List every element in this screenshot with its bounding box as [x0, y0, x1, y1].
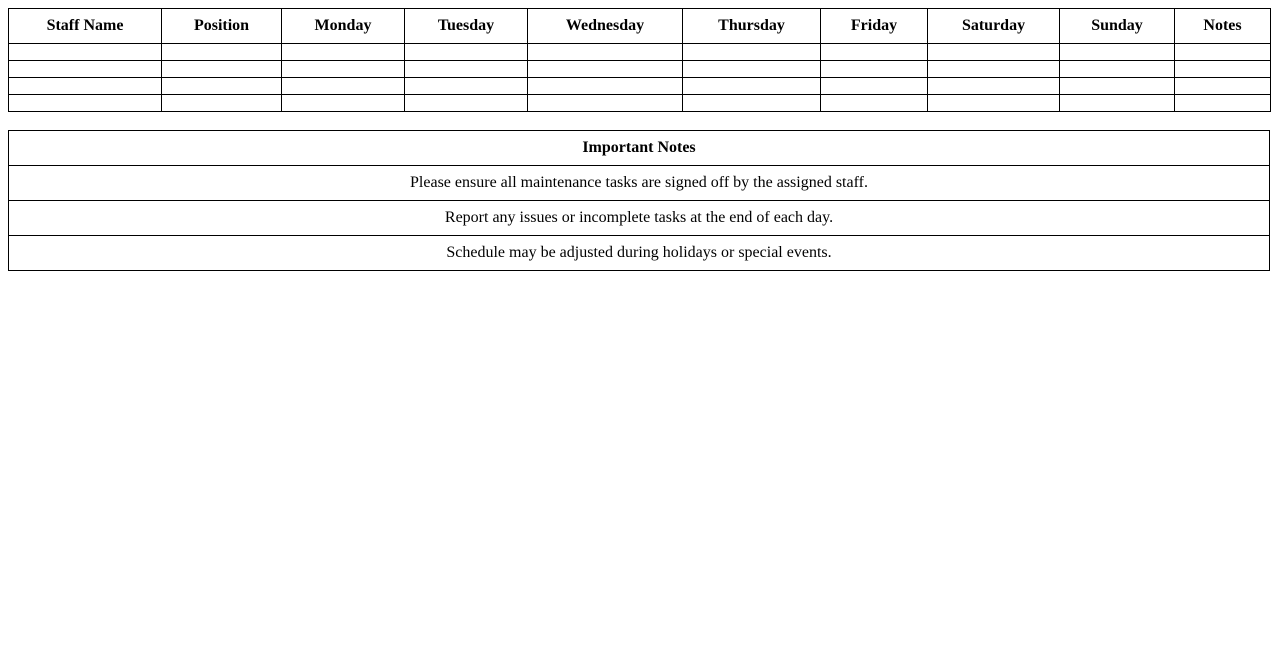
table-cell[interactable]	[928, 78, 1060, 95]
note-row	[9, 166, 1270, 201]
table-cell[interactable]	[683, 61, 821, 78]
staff-schedule-table	[8, 8, 1271, 112]
table-cell[interactable]	[928, 61, 1060, 78]
table-cell[interactable]	[282, 78, 405, 95]
table-cell[interactable]	[9, 95, 162, 112]
table-cell[interactable]	[1060, 44, 1175, 61]
table-cell[interactable]	[162, 95, 282, 112]
table-cell[interactable]	[9, 78, 162, 95]
header-position: Position	[162, 9, 282, 44]
table-cell[interactable]	[405, 78, 528, 95]
note-item: Schedule may be adjusted during holidays or special events.	[9, 236, 1270, 271]
important-notes-table	[8, 130, 1270, 271]
table-cell[interactable]	[405, 61, 528, 78]
table-cell[interactable]	[162, 61, 282, 78]
table-row	[9, 95, 1271, 112]
table-cell[interactable]	[1175, 61, 1271, 78]
table-cell[interactable]	[9, 44, 162, 61]
table-cell[interactable]	[405, 44, 528, 61]
header-thursday: Thursday	[683, 9, 821, 44]
header-tuesday: Tuesday	[405, 9, 528, 44]
table-cell[interactable]	[1175, 95, 1271, 112]
table-row	[9, 61, 1271, 78]
table-cell[interactable]	[821, 95, 928, 112]
note-item: Please ensure all maintenance tasks are signed off by the assigned staff.	[9, 166, 1270, 201]
header-sunday: Sunday	[1060, 9, 1175, 44]
header-notes: Notes	[1175, 9, 1271, 44]
table-cell[interactable]	[683, 44, 821, 61]
header-saturday: Saturday	[928, 9, 1060, 44]
table-cell[interactable]	[821, 61, 928, 78]
header-monday: Monday	[282, 9, 405, 44]
table-cell[interactable]	[405, 95, 528, 112]
note-row	[9, 201, 1270, 236]
table-cell[interactable]	[162, 78, 282, 95]
table-cell[interactable]	[528, 61, 683, 78]
header-staff-name: Staff Name	[9, 9, 162, 44]
table-cell[interactable]	[162, 44, 282, 61]
table-cell[interactable]	[282, 61, 405, 78]
note-row	[9, 236, 1270, 271]
table-cell[interactable]	[282, 44, 405, 61]
table-cell[interactable]	[1060, 95, 1175, 112]
page	[0, 0, 1278, 271]
table-cell[interactable]	[528, 44, 683, 61]
table-cell[interactable]	[821, 44, 928, 61]
table-cell[interactable]	[1060, 78, 1175, 95]
table-cell[interactable]	[528, 95, 683, 112]
table-cell[interactable]	[1060, 61, 1175, 78]
table-cell[interactable]	[928, 95, 1060, 112]
table-cell[interactable]	[683, 78, 821, 95]
table-row	[9, 44, 1271, 61]
table-cell[interactable]	[1175, 78, 1271, 95]
notes-title: Important Notes	[9, 131, 1270, 166]
table-cell[interactable]	[1175, 44, 1271, 61]
table-cell[interactable]	[9, 61, 162, 78]
table-cell[interactable]	[528, 78, 683, 95]
table-cell[interactable]	[683, 95, 821, 112]
notes-header-row	[9, 131, 1270, 166]
table-cell[interactable]	[821, 78, 928, 95]
header-friday: Friday	[821, 9, 928, 44]
header-wednesday: Wednesday	[528, 9, 683, 44]
table-cell[interactable]	[282, 95, 405, 112]
table-row	[9, 78, 1271, 95]
schedule-header-row	[9, 9, 1271, 44]
note-item: Report any issues or incomplete tasks at the end of each day.	[9, 201, 1270, 236]
table-cell[interactable]	[928, 44, 1060, 61]
